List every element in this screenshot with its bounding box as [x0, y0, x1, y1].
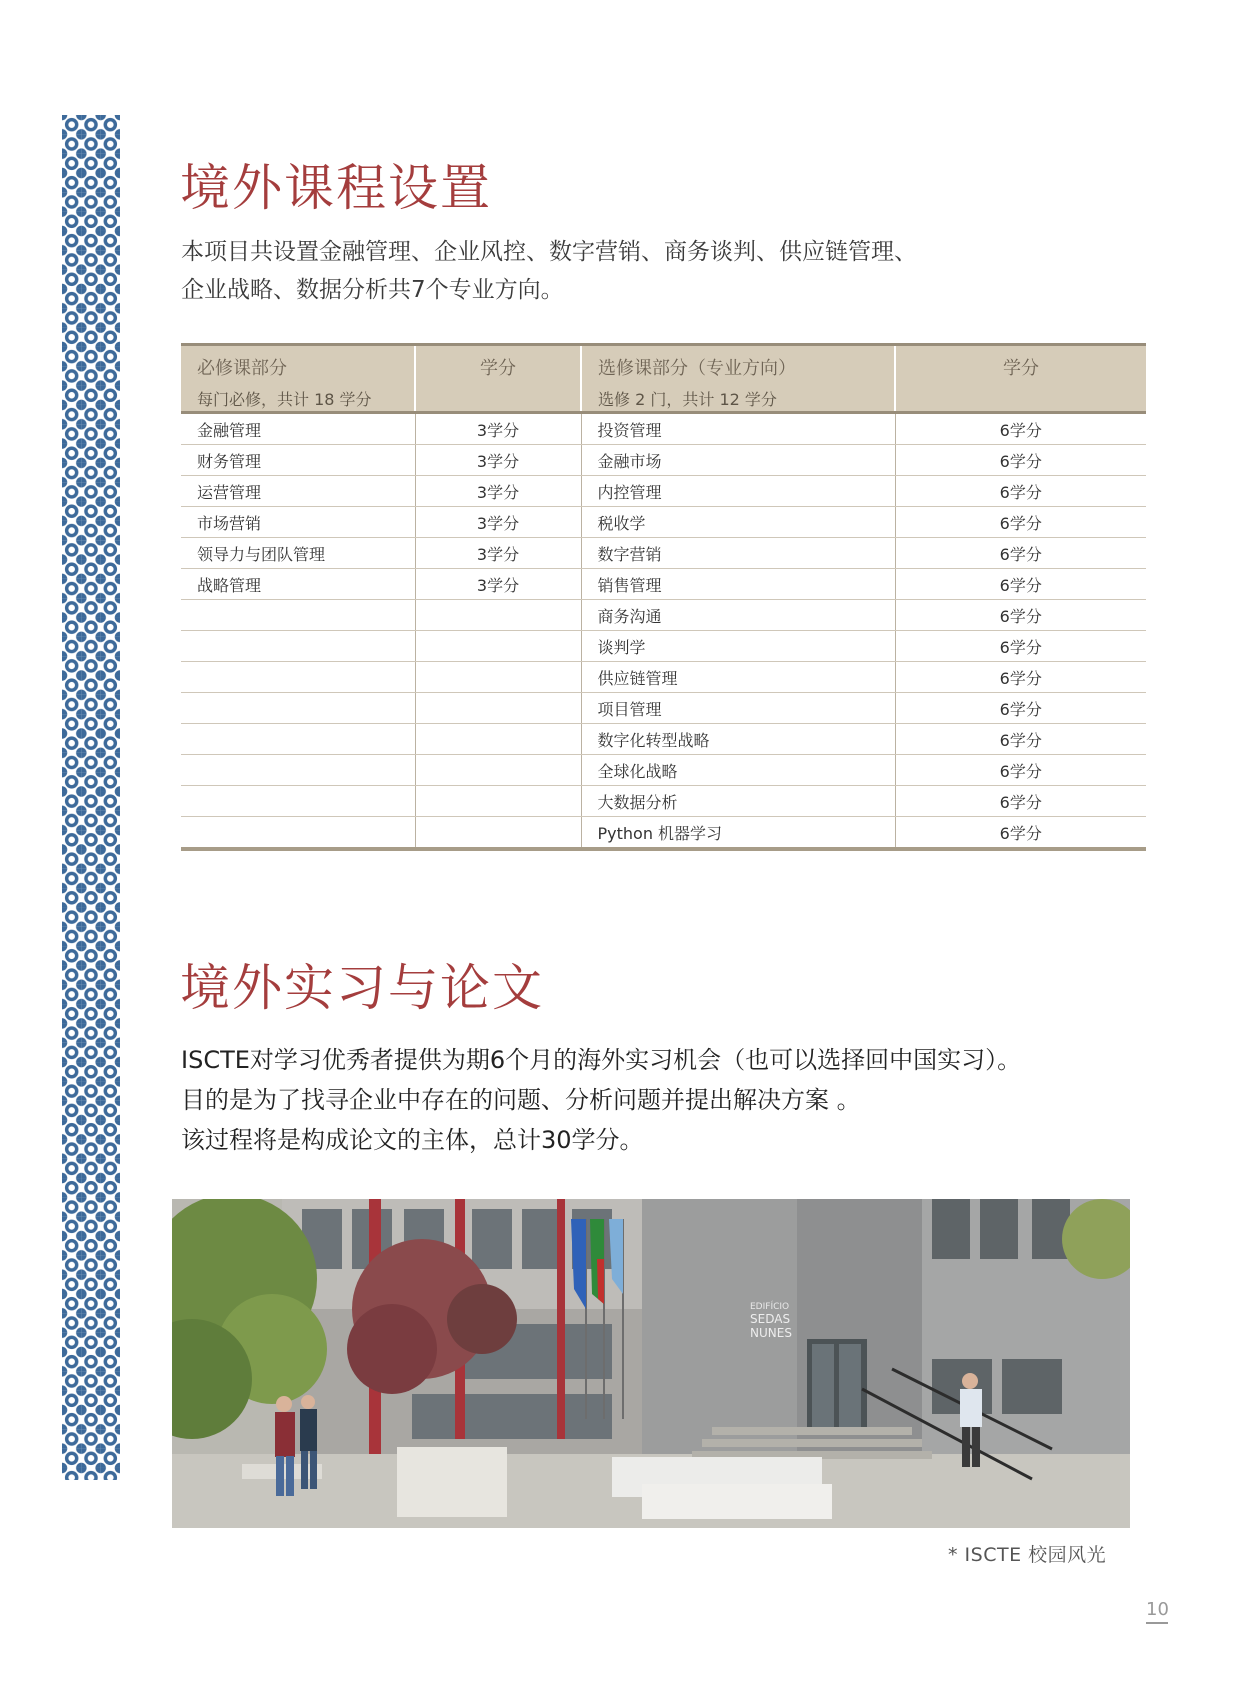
elective-credit-cell: 6学分 — [895, 662, 1146, 693]
elective-credit-cell: 6学分 — [895, 600, 1146, 631]
table-row — [181, 476, 1146, 507]
required-credit-cell: 3学分 — [415, 507, 581, 538]
table-row — [181, 445, 1146, 476]
required-credit-cell: 3学分 — [415, 413, 581, 445]
table-row — [181, 817, 1146, 850]
elective-credit-cell: 6学分 — [895, 755, 1146, 786]
section-title-internship: 境外实习与论文 — [180, 959, 544, 1017]
required-course-cell — [181, 724, 415, 755]
elective-credit-cell: 6学分 — [895, 413, 1146, 445]
intro-line: 企业战略、数据分析共7个专业方向。 — [181, 277, 564, 303]
elective-credit-cell: 6学分 — [895, 476, 1146, 507]
photo-caption: * ISCTE 校园风光 — [948, 1544, 1107, 1566]
header-elective-sub: 选修 2 门，共计 12 学分 — [598, 390, 777, 409]
header-credit-1 — [415, 345, 581, 413]
header-elective-title: 选修课部分（专业方向） — [598, 358, 796, 379]
header-elective — [581, 345, 895, 413]
header-required-sub: 每门必修，共计 18 学分 — [197, 390, 372, 409]
elective-credit-cell: 6学分 — [895, 631, 1146, 662]
table-row — [181, 569, 1146, 600]
elective-course-cell: 全球化战略 — [581, 755, 895, 786]
section-title-courses: 境外课程设置 — [180, 159, 492, 217]
elective-credit-cell: 6学分 — [895, 445, 1146, 476]
table-row — [181, 413, 1146, 445]
courses-intro — [181, 233, 1101, 309]
required-credit-cell: 3学分 — [415, 569, 581, 600]
required-course-cell — [181, 662, 415, 693]
required-course-cell: 市场营销 — [181, 507, 415, 538]
table-row — [181, 631, 1146, 662]
table-header-row — [181, 345, 1146, 413]
required-credit-cell — [415, 693, 581, 724]
elective-course-cell: 内控管理 — [581, 476, 895, 507]
required-credit-cell: 3学分 — [415, 445, 581, 476]
header-required-title: 必修课部分 — [197, 358, 287, 379]
page-number: 10 — [1146, 1599, 1168, 1624]
required-course-cell: 运营管理 — [181, 476, 415, 507]
table-row — [181, 662, 1146, 693]
required-course-cell — [181, 600, 415, 631]
table-row — [181, 755, 1146, 786]
elective-course-cell: 供应链管理 — [581, 662, 895, 693]
internship-line: 目的是为了找寻企业中存在的问题、分析问题并提出解决方案 。 — [181, 1086, 861, 1114]
internship-text — [181, 1040, 1141, 1160]
elective-course-cell: 大数据分析 — [581, 786, 895, 817]
elective-course-cell: 销售管理 — [581, 569, 895, 600]
required-course-cell — [181, 631, 415, 662]
table-row — [181, 507, 1146, 538]
elective-course-cell: 数字化转型战略 — [581, 724, 895, 755]
required-course-cell: 战略管理 — [181, 569, 415, 600]
elective-course-cell: 项目管理 — [581, 693, 895, 724]
required-course-cell — [181, 786, 415, 817]
elective-course-cell: 商务沟通 — [581, 600, 895, 631]
elective-course-cell: Python 机器学习 — [581, 817, 895, 850]
elective-credit-cell: 6学分 — [895, 569, 1146, 600]
elective-credit-cell: 6学分 — [895, 786, 1146, 817]
required-course-cell: 金融管理 — [181, 413, 415, 445]
required-credit-cell — [415, 631, 581, 662]
table-row — [181, 786, 1146, 817]
table-row — [181, 538, 1146, 569]
table-row — [181, 724, 1146, 755]
internship-line: 该过程将是构成论文的主体，总计30学分。 — [181, 1126, 644, 1154]
header-credit-1-label: 学分 — [480, 358, 516, 379]
required-course-cell: 财务管理 — [181, 445, 415, 476]
sign-line-3: NUNES — [750, 1326, 792, 1340]
course-table — [181, 343, 1146, 851]
required-credit-cell — [415, 724, 581, 755]
sign-line-1: EDIFÍCIO — [750, 1302, 790, 1312]
required-course-cell: 领导力与团队管理 — [181, 538, 415, 569]
header-credit-2-label: 学分 — [1003, 358, 1039, 379]
elective-credit-cell: 6学分 — [895, 507, 1146, 538]
elective-credit-cell: 6学分 — [895, 538, 1146, 569]
required-credit-cell: 3学分 — [415, 538, 581, 569]
elective-course-cell: 投资管理 — [581, 413, 895, 445]
elective-credit-cell: 6学分 — [895, 817, 1146, 850]
header-credit-2 — [895, 345, 1146, 413]
elective-credit-cell: 6学分 — [895, 724, 1146, 755]
required-credit-cell: 3学分 — [415, 476, 581, 507]
decorative-tile-border — [62, 115, 120, 1480]
required-credit-cell — [415, 755, 581, 786]
required-credit-cell — [415, 600, 581, 631]
elective-course-cell: 数字营销 — [581, 538, 895, 569]
elective-credit-cell: 6学分 — [895, 693, 1146, 724]
table-row — [181, 693, 1146, 724]
required-course-cell — [181, 817, 415, 850]
elective-course-cell: 税收学 — [581, 507, 895, 538]
internship-line: ISCTE对学习优秀者提供为期6个月的海外实习机会（也可以选择回中国实习）。 — [181, 1046, 1022, 1074]
required-course-cell — [181, 693, 415, 724]
course-table-body — [181, 413, 1146, 850]
required-credit-cell — [415, 817, 581, 850]
elective-course-cell: 谈判学 — [581, 631, 895, 662]
required-credit-cell — [415, 786, 581, 817]
required-course-cell — [181, 755, 415, 786]
table-row — [181, 600, 1146, 631]
campus-photo — [172, 1199, 1130, 1528]
intro-line: 本项目共设置金融管理、企业风控、数字营销、商务谈判、供应链管理、 — [181, 239, 917, 265]
header-required — [181, 345, 415, 413]
required-credit-cell — [415, 662, 581, 693]
elective-course-cell: 金融市场 — [581, 445, 895, 476]
sign-line-2: SEDAS — [750, 1312, 791, 1326]
